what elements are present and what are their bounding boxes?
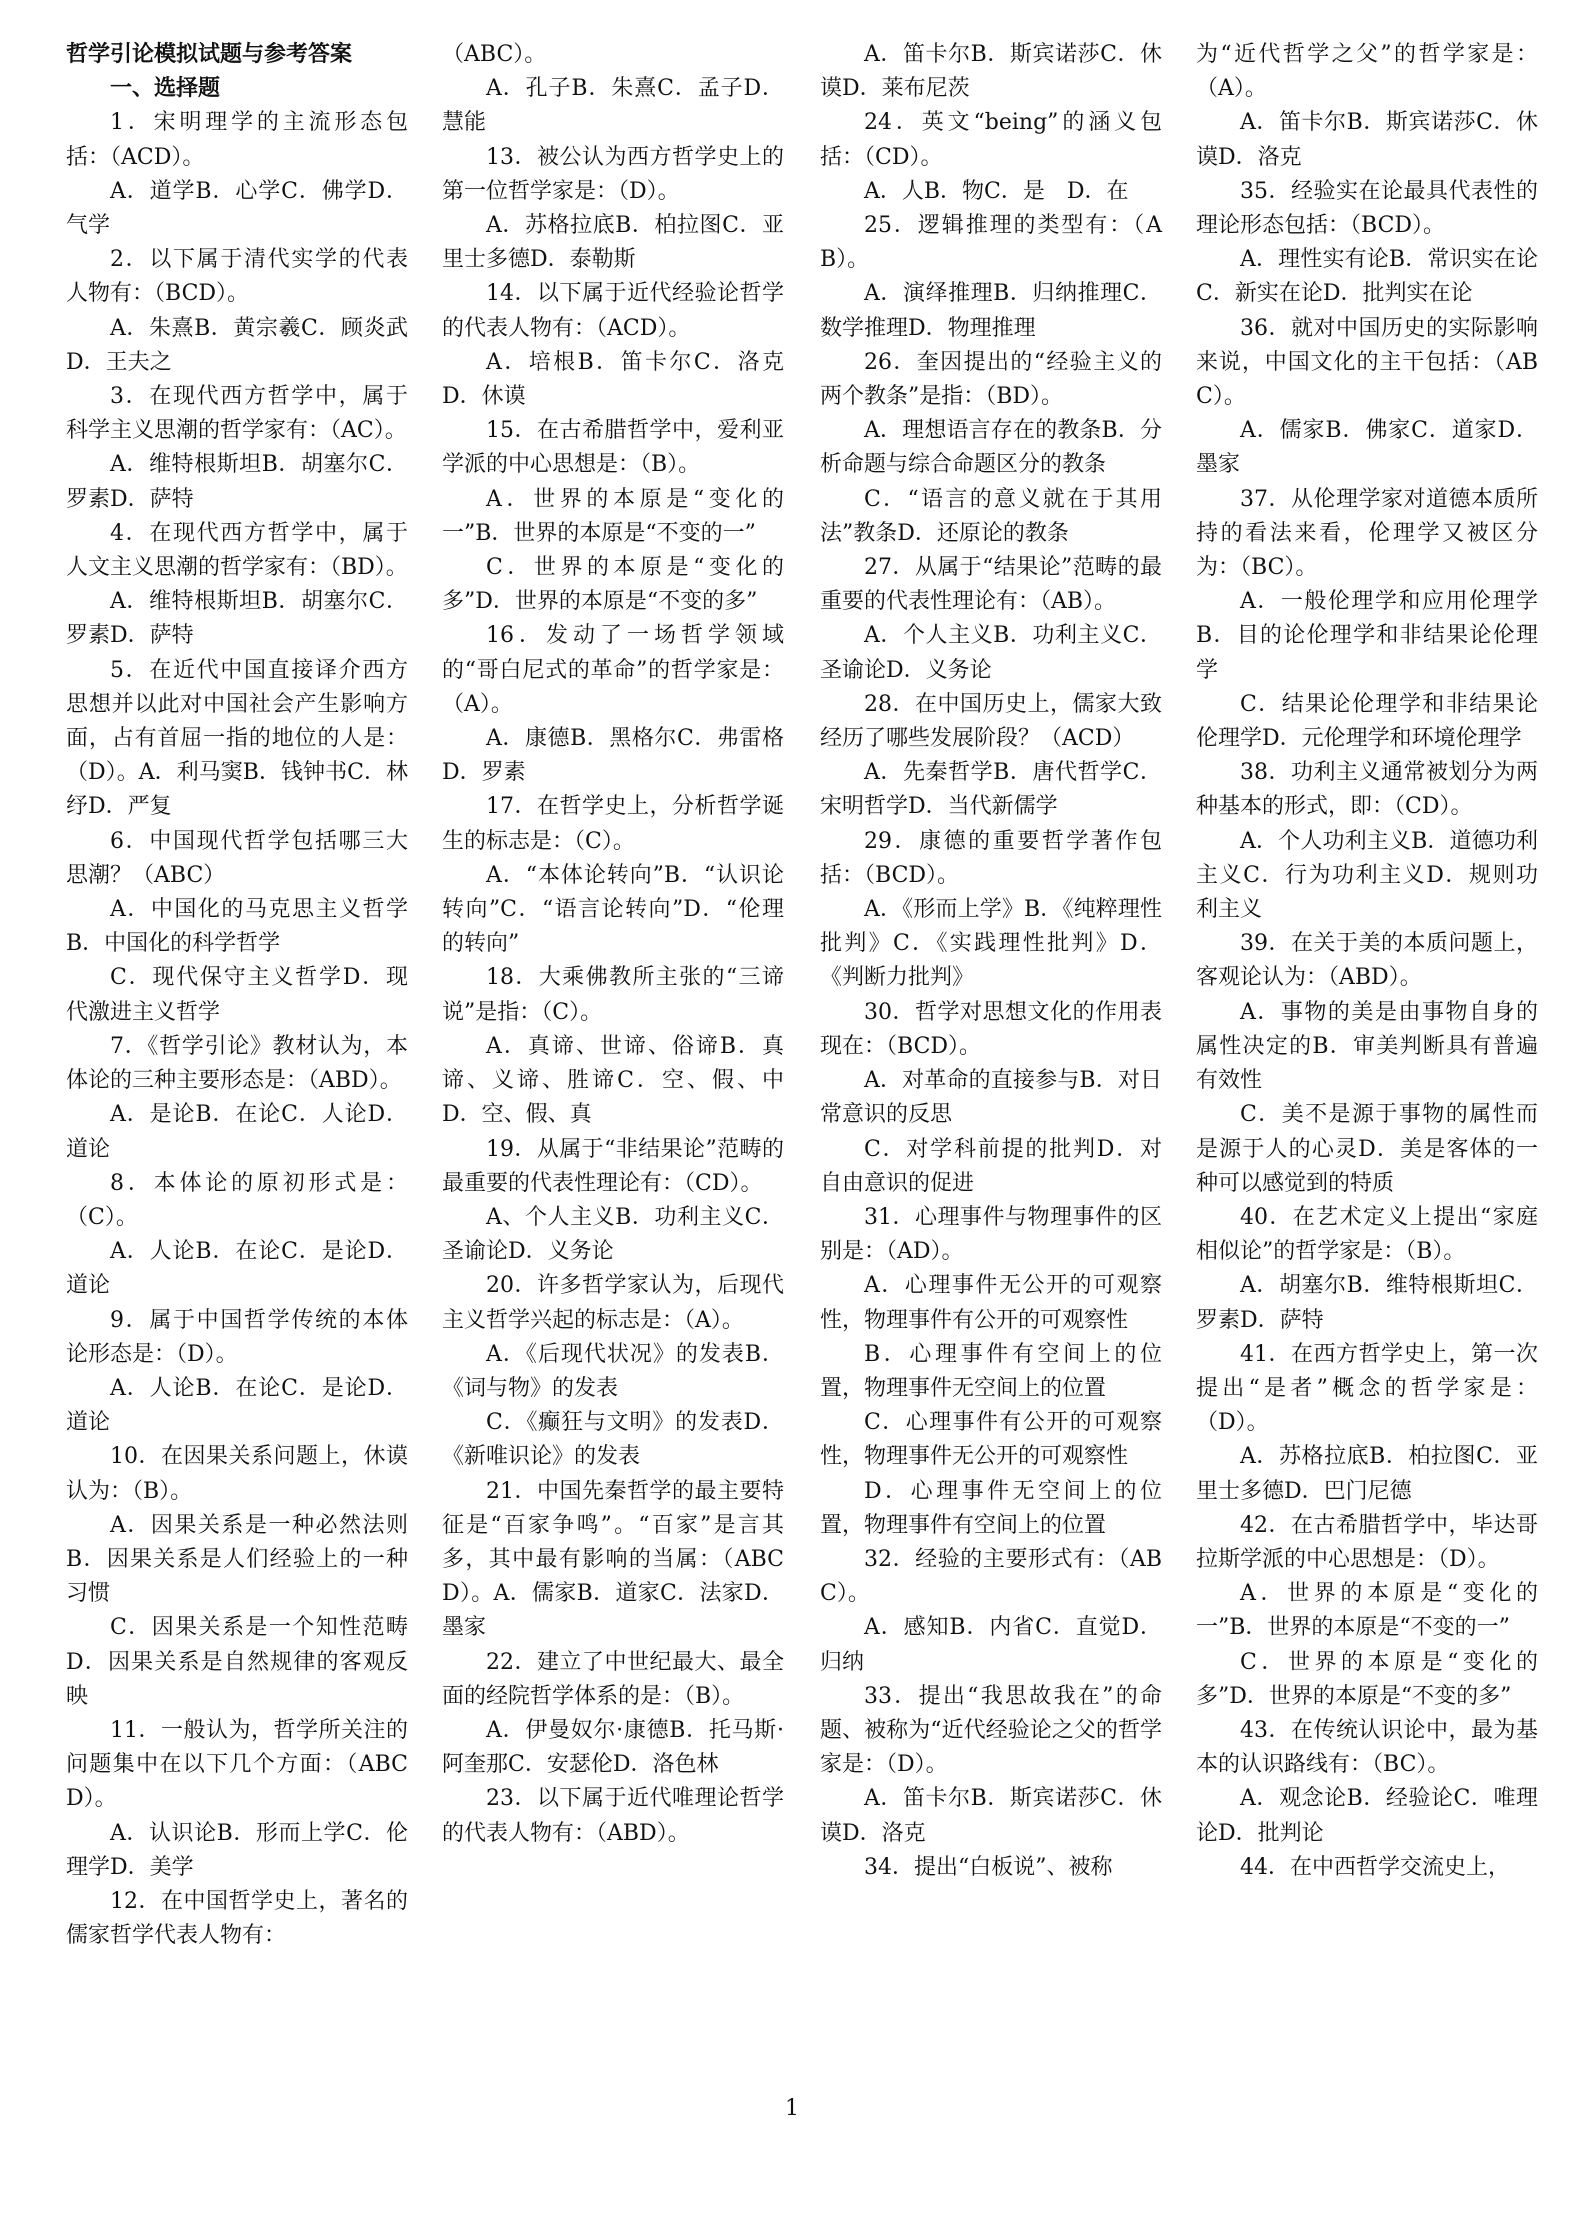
paragraph: A．苏格拉底B．柏拉图C．亚里士多德D．泰勒斯 [442,213,784,273]
paragraph: 为“近代哲学之父”的哲学家是：（A）。 [1196,42,1538,102]
column-1-body [66,106,408,1953]
paragraph: A．世界的本原是“变化的一”B．世界的本原是“不变的一” [442,486,784,546]
paragraph: 20．许多哲学家认为，后现代主义哲学兴起的标志是：（A）。 [442,1273,784,1333]
paragraph: C．世界的本原是“变化的多”D．世界的本原是“不变的多” [442,555,784,615]
paragraph: A．是论B．在论C．人论D．道论 [66,1102,408,1162]
paragraph: A．个人功利主义B．道德功利主义C．行为功利主义D．规则功利主义 [1196,828,1538,923]
paragraph: C．现代保守主义哲学D．现代激进主义哲学 [66,965,408,1025]
paragraph: 34．提出“白板说”、被称 [864,1854,1113,1880]
paragraph: 29．康德的重要哲学著作包括：（BCD）。 [820,828,1162,888]
paragraph: 7．《哲学引论》教材认为，本体论的三种主要形态是：（ABD）。 [66,1033,408,1094]
paragraph: 21．中国先秦哲学的最主要特征是“百家争鸣”。“百家”是言其多，其中最有影响的当属：（ABCD）。A．儒家B．道家C．法家D．墨家 [442,1478,784,1641]
paragraph: C．“语言的意义就在于其用法”教条D．还原论的教条 [820,486,1162,546]
paragraph: 19．从属于“非结果论”范畴的最重要的代表性理论有：（CD）。 [442,1136,784,1196]
paragraph: A．孔子B．朱熹C．孟子D．慧能 [442,76,784,136]
paragraph: 10．在因果关系问题上，休谟认为：（B）。 [66,1444,408,1504]
paragraph: A．感知B．内省C．直觉D．归纳 [820,1615,1162,1675]
paragraph: 11．一般认为，哲学所关注的问题集中在以下几个方面：（ABCD）。 [66,1717,408,1812]
paragraph: 25．逻辑推理的类型有：（AB）。 [820,213,1162,273]
paragraph: A．真谛、世谛、俗谛B．真谛、义谛、胜谛C．空、假、中D．空、假、真 [442,1033,784,1128]
paragraph: 3．在现代西方哲学中，属于科学主义思潮的哲学家有：（AC）。 [66,384,408,444]
paragraph: A．“本体论转向”B．“认识论转向”C．“语言论转向”D．“伦理的转向” [442,862,784,957]
paragraph: A．笛卡尔B．斯宾诺莎C．休谟D．洛克 [820,1786,1162,1846]
paragraph: 43．在传统认识论中，最为基本的认识路线有：（BC）。 [1196,1717,1538,1778]
text-column-3 [820,38,1162,1885]
paragraph: A．对革命的直接参与B．对日常意识的反思 [820,1068,1162,1128]
paragraph: A．一般伦理学和应用伦理学B．目的论伦理学和非结果论伦理学 [1196,589,1538,683]
paragraph: C．美不是源于事物的属性而是源于人的心灵D．美是客体的一种可以感觉到的特质 [1196,1102,1538,1196]
paragraph: 27．从属于“结果论”范畴的最重要的代表性理论有：（AB）。 [820,555,1162,615]
paragraph: 16．发动了一场哲学领域的“哥白尼式的革命”的哲学家是：（A）。 [442,623,784,717]
paragraph: 22．建立了中世纪最大、最全面的经院哲学体系的是：（B）。 [442,1649,784,1709]
paragraph: 8．本体论的原初形式是：（C）。 [66,1170,408,1230]
paragraph: A．先秦哲学B．唐代哲学C．宋明哲学D．当代新儒学 [820,760,1162,820]
paragraph: 33．提出“我思故我在”的命题、被称为“近代经验论之父的哲学家是：（D）。 [820,1683,1162,1778]
paragraph: A．《形而上学》B．《纯粹理性批判》C．《实践理性批判》D．《判断力批判》 [820,897,1162,991]
column-2-body [442,38,784,1851]
paragraph: 18．大乘佛教所主张的“三谛说”是指：（C）。 [442,965,784,1025]
paragraph: A．伊曼奴尔·康德B．托马斯·阿奎那C．安瑟伦D．洛色林 [442,1717,784,1778]
paragraph: 23．以下属于近代唯理论哲学的代表人物有：（ABD）。 [442,1786,784,1846]
paragraph: A．人论B．在论C．是论D．道论 [66,1239,408,1299]
paragraph: 2．以下属于清代实学的代表人物有：（BCD）。 [66,247,408,307]
paragraph: A．个人主义B．功利主义C．圣谕论D．义务论 [820,623,1162,683]
paragraph: A．演绎推理B．归纳推理C．数学推理D．物理推理 [820,281,1162,341]
paragraph: 30．哲学对思想文化的作用表现在：（BCD）。 [820,999,1162,1059]
paragraph: A．儒家B．佛家C．道家D．墨家 [1196,418,1538,478]
paragraph: 38．功利主义通常被划分为两种基本的形式，即：（CD）。 [1196,760,1538,820]
paragraph: 37．从伦理学家对道德本质所持的看法来看，伦理学又被区分为：（BC）。 [1196,486,1538,581]
column-4-body [1196,38,1538,1885]
page-number: 1 [785,2096,799,2121]
document-title: 哲学引论模拟试题与参考答案 [66,42,353,67]
paragraph: 28．在中国历史上，儒家大致经历了哪些发展阶段？（ACD） [820,691,1162,752]
paragraph: A．笛卡尔B．斯宾诺莎C．休谟D．莱布尼茨 [820,42,1162,102]
paragraph: A．中国化的马克思主义哲学B．中国化的科学哲学 [66,897,408,957]
paragraph: D．心理事件无空间上的位置，物理事件有空间上的位置 [820,1478,1162,1538]
paragraph: 31．心理事件与物理事件的区别是：（AD）。 [820,1204,1162,1265]
paragraph: 35．经验实在论最具代表性的理论形态包括：（BCD）。 [1196,178,1538,239]
paragraph: A．认识论B．形而上学C．伦理学D．美学 [66,1820,408,1880]
paragraph: 41．在西方哲学史上，第一次提出“是者”概念的哲学家是：（D）。 [1196,1341,1538,1436]
paragraph: A．维特根斯坦B．胡塞尔C．罗素D．萨特 [66,589,408,649]
text-column-4 [1196,38,1538,1885]
paragraph: B．心理事件有空间上的位置，物理事件无空间上的位置 [820,1341,1162,1401]
paragraph: 13．被公认为西方哲学史上的第一位哲学家是：（D）。 [442,144,784,204]
paragraph: 17．在哲学史上，分析哲学诞生的标志是：（C）。 [442,794,784,854]
paragraph: A．笛卡尔B．斯宾诺莎C．休谟D．洛克 [1196,110,1538,170]
paragraph: 9．属于中国哲学传统的本体论形态是：（D）。 [66,1307,408,1367]
paragraph: 36．就对中国历史的实际影响来说，中国文化的主干包括：（ABC）。 [1196,315,1538,410]
paragraph: A．苏格拉底B．柏拉图C．亚里士多德D．巴门尼德 [1196,1444,1538,1504]
paragraph: 6．中国现代哲学包括哪三大思潮？（ABC） [66,828,408,888]
paragraph: A．事物的美是由事物自身的属性决定的B．审美判断具有普遍有效性 [1196,999,1538,1094]
paragraph: 26．奎因提出的“经验主义的两个教条”是指：（BD）。 [820,349,1162,410]
paragraph: C．因果关系是一个知性范畴D．因果关系是自然规律的客观反映 [66,1615,408,1709]
paragraph: A．心理事件无公开的可观察性，物理事件有公开的可观察性 [820,1273,1162,1333]
paragraph: A．《后现代状况》的发表B．《词与物》的发表 [442,1341,784,1401]
paragraph: A．因果关系是一种必然法则B．因果关系是人们经验上的一种习惯 [66,1512,408,1607]
paragraph: A、个人主义B．功利主义C．圣谕论D．义务论 [442,1204,784,1265]
paragraph: 15．在古希腊哲学中，爱利亚学派的中心思想是：（B）。 [442,418,784,478]
paragraph: A．理想语言存在的教条B．分析命题与综合命题区分的教条 [820,418,1162,478]
paragraph: A．培根B．笛卡尔C．洛克D．休谟 [442,349,784,410]
paragraph: （ABC）。 [442,42,547,67]
paragraph: 12．在中国哲学史上，著名的儒家哲学代表人物有： [66,1888,408,1949]
paragraph: 4．在现代西方哲学中，属于人文主义思潮的哲学家有：（BD）。 [66,520,408,581]
paragraph: A．胡塞尔B．维特根斯坦C．罗素D．萨特 [1196,1273,1538,1333]
paragraph: 32．经验的主要形式有：（ABC）。 [820,1546,1162,1607]
column-3-body [820,38,1162,1885]
paragraph: C．世界的本原是“变化的多”D．世界的本原是“不变的多” [1196,1649,1538,1709]
text-column-1 [66,38,408,1953]
paragraph: 24．英文“being”的涵义包括：（CD）。 [820,110,1162,170]
paragraph: 1．宋明理学的主流形态包括：（ACD）。 [66,110,408,170]
paragraph: C．心理事件有公开的可观察性，物理事件无公开的可观察性 [820,1410,1162,1470]
paragraph: 44．在中西哲学交流史上， [1240,1854,1510,1880]
paragraph: C．《癫狂与文明》的发表D．《新唯识论》的发表 [442,1410,784,1470]
paragraph: 42．在古希腊哲学中，毕达哥拉斯学派的中心思想是：（D）。 [1196,1512,1538,1572]
paragraph: A．道学B．心学C．佛学D．气学 [66,178,408,239]
paragraph: 14．以下属于近代经验论哲学的代表人物有：（ACD）。 [442,281,784,341]
section-heading: 一、选择题 [110,76,221,102]
paragraph: 39．在关于美的本质问题上，客观论认为：（ABD）。 [1196,931,1538,991]
paragraph: C．结果论伦理学和非结果论伦理学D．元伦理学和环境伦理学 [1196,691,1538,752]
paragraph: 5．在近代中国直接译介西方思想并以此对中国社会产生影响方面，占有首屈一指的地位的人是：（D）。A．利马窦B．钱钟书C．林纾D．严复 [66,657,408,820]
paragraph: A．人B．物C．是 D．在 [864,178,1129,204]
paragraph: A．世界的本原是“变化的一”B．世界的本原是“不变的一” [1196,1581,1538,1641]
paragraph: A．康德B．黑格尔C．弗雷格D．罗素 [442,726,784,786]
paragraph: A．人论B．在论C．是论D．道论 [66,1375,408,1436]
text-column-2 [442,38,784,1851]
paragraph: C．对学科前提的批判D．对自由意识的促进 [820,1136,1162,1196]
paragraph: A．理性实有论B．常识实在论C．新实在论D．批判实在论 [1196,247,1538,307]
paragraph: A．朱熹B．黄宗羲C．顾炎武D．王夫之 [66,315,408,375]
paragraph: A．观念论B．经验论C．唯理论D．批判论 [1196,1786,1538,1846]
paragraph: 40．在艺术定义上提出“家庭相似论”的哲学家是：（B）。 [1196,1204,1538,1265]
paragraph: A．维特根斯坦B．胡塞尔C．罗素D．萨特 [66,452,408,512]
